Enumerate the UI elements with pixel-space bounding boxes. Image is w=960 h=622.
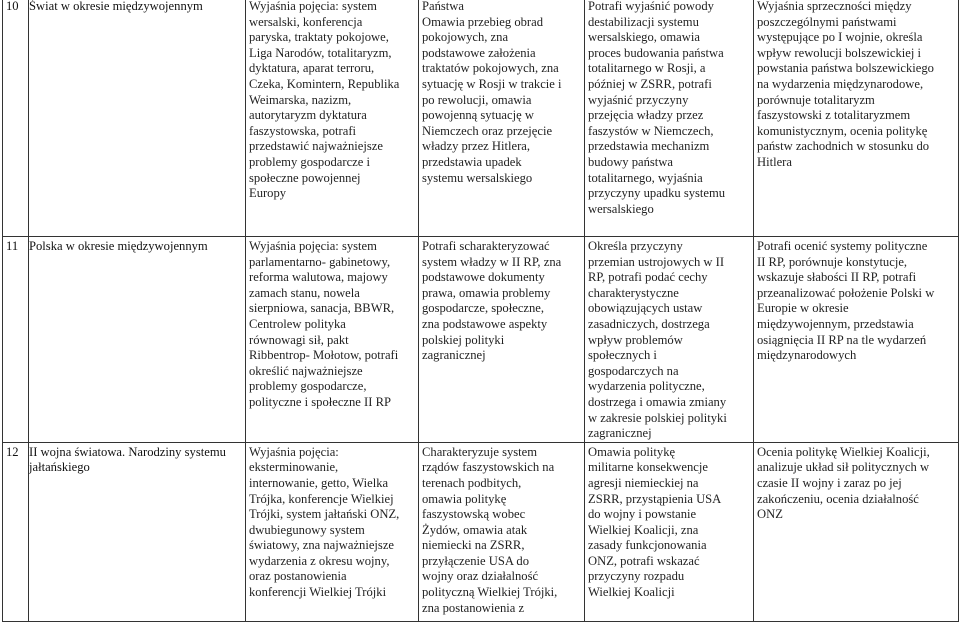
cell-text-line: społeczne powojennej (249, 170, 361, 185)
cell-text-line: faszystowską wobec (422, 507, 526, 522)
cell-text-line: przyczyny upadku systemu (588, 186, 726, 201)
cell-text-line: ONZ (757, 507, 783, 522)
cell-text-line: RP, potrafi podać cechy (588, 270, 708, 285)
cell-text-line: przyczyny rozpadu (588, 569, 685, 584)
cell-text-line: oraz postanowienia (249, 569, 347, 584)
cell-text-line: system władzy w II RP, zna (422, 254, 562, 269)
requirements-excellent-cell (754, 0, 959, 237)
cell-text-line: poszczególnymi państwami (757, 14, 897, 29)
cell-text-line: wydarzenia polityczne, (588, 379, 705, 394)
cell-text-line: Hitlera (757, 154, 792, 169)
cell-text-line: dyktatura, aparat terroru, (249, 61, 375, 76)
cell-text-line: Czeka, Komintern, Republika (249, 76, 400, 91)
topic-cell: II wojna światowa. Narodziny systemu jałtańskiego (29, 442, 246, 621)
table-row (3, 237, 959, 443)
cell-text-line: wersalskiego (588, 201, 654, 216)
cell-text-line: wpływ problemów (588, 332, 683, 347)
cell-text-line: faszystowska, potrafi (249, 123, 357, 138)
cell-text-line: czasie II wojny i zaraz po jej (757, 475, 902, 490)
cell-text-line: terenach podbitych, (422, 475, 522, 490)
cell-text-line: Ocenia politykę Wielkiej Koalicji, (757, 444, 930, 459)
requirements-advanced-cell (585, 237, 754, 443)
cell-text-line: międzynarodowych (757, 348, 857, 363)
cell-text-line: prawa, omawia problemy (422, 285, 551, 300)
cell-text-line: autorytaryzm dyktatura (249, 108, 367, 123)
cell-text-line: wersalski, konferencja (249, 14, 363, 29)
cell-text-line: Omawia politykę (588, 444, 676, 459)
cell-text-line: Określa przyczyny (588, 239, 683, 253)
cell-text-line: Centrolew polityka (249, 316, 346, 331)
cell-text-line: sytuację w Rosji w trakcie i (422, 76, 562, 91)
cell-text-line: totalitarnego w Rosji, a (588, 61, 706, 76)
cell-text-line: równowagi sił, pakt (249, 332, 349, 347)
cell-text-line: destabilizacji systemu (588, 14, 699, 29)
cell-text-line: Europie w okresie (757, 301, 849, 316)
cell-text-line: problemy gospodarcze, (249, 379, 367, 394)
cell-text-line: Liga Narodów, totalitaryzm, (249, 45, 392, 60)
table-row (3, 442, 959, 621)
cell-text-line: zna podstawowe aspekty (422, 316, 548, 331)
cell-text-line: Potrafi ocenić systemy polityczne (757, 239, 928, 253)
cell-text-line: gospodarczych na (588, 363, 679, 378)
cell-text-line: Niemczech oraz przejęcie (422, 123, 553, 138)
cell-text-line: traktatów pokojowych, zna (422, 61, 559, 76)
cell-text-line: państw zachodnich w stosunku do (757, 139, 930, 154)
cell-text-line: Ribbentrop- Mołotow, potrafi (249, 348, 399, 363)
cell-text-line: przedstawić najważniejsze (249, 139, 383, 154)
requirements-basic-cell (246, 237, 419, 443)
cell-text-line: Trójka, konferencje Wielkiej (249, 491, 394, 506)
cell-text-line: Omawia przebieg obrad (422, 14, 543, 29)
cell-text-line: militarne konsekwencje (588, 460, 708, 475)
requirements-advanced-cell (585, 442, 754, 621)
cell-text-line: powojenną sytuację w (422, 108, 534, 123)
cell-text-line: występujące po I wojnie, określa (757, 30, 923, 45)
requirements-extended-cell (419, 0, 585, 237)
cell-text-line: dwubiegunowy system (249, 522, 365, 537)
cell-text-line: Europy (249, 186, 287, 201)
requirements-basic-cell (246, 442, 419, 621)
cell-text-line: Potrafi wyjaśnić powody (588, 0, 714, 13)
cell-text-line: totalitarnego, wyjaśnia (588, 170, 703, 185)
cell-text-line: podstawowe założenia (422, 45, 536, 60)
cell-text-line: Państwa (422, 0, 464, 13)
cell-text-line: komunistycznym, ocenia politykę (757, 123, 928, 138)
cell-text-line: niemiecki na ZSRR, (422, 538, 525, 553)
cell-text-line: wyjaśnić przyczyny (588, 92, 689, 107)
cell-text-line: Wielkiej Koalicji (588, 585, 675, 600)
cell-text-line: gospodarcze, społeczne, (422, 301, 545, 316)
cell-text-line: agresji niemieckiej na (588, 475, 699, 490)
cell-text-line: Wielkiej Koalicji, zna (588, 522, 699, 537)
cell-text-line: przyłączenie USA do (422, 553, 530, 568)
cell-text-line: zna postanowienia z (422, 600, 525, 615)
cell-text-line: Potrafi scharakteryzować (422, 239, 550, 253)
cell-text-line: zagranicznej (588, 426, 652, 441)
cell-text-line: światowy, zna najważniejsze (249, 538, 394, 553)
cell-text-line: eksterminowanie, (249, 460, 339, 475)
cell-text-line: zasadniczych, dostrzega (588, 316, 710, 331)
cell-text-line: zasady funkcjonowania (588, 538, 707, 553)
cell-text-line: Wyjaśnia pojęcia: (249, 444, 339, 459)
cell-text-line: później w ZSRR, potrafi (588, 76, 712, 91)
cell-text-line: problemy gospodarcze i (249, 154, 370, 169)
cell-text-line: do wojny i powstanie (588, 507, 697, 522)
cell-text-line: porównuje totalitaryzm (757, 92, 875, 107)
cell-text-line: przejęcia władzy przez (588, 108, 704, 123)
requirements-basic-cell (246, 0, 419, 237)
cell-text-line: władzy przez Hitlera, (422, 139, 531, 154)
cell-text-line: ONZ, potrafi wskazać (588, 553, 700, 568)
cell-text-line: Trójki, system jałtański ONZ, (249, 507, 400, 522)
cell-text-line: faszystowski z totalitaryzmem (757, 108, 911, 123)
cell-text-line: internowanie, getto, Wielka (249, 475, 389, 490)
cell-text-line: zagranicznej (422, 348, 486, 363)
cell-text-line: zamach stanu, nowela (249, 285, 360, 300)
cell-text-line: podstawowe dokumenty (422, 270, 545, 285)
cell-text-line: faszystów w Niemczech, (588, 123, 714, 138)
cell-text-line: zakończeniu, ocenia działalność (757, 491, 919, 506)
cell-text-line: proces budowania państwa (588, 45, 724, 60)
cell-text-line: charakterystyczne (588, 285, 679, 300)
cell-text-line: konferencji Wielkiej Trójki (249, 585, 387, 600)
requirements-excellent-cell (754, 237, 959, 443)
cell-text-line: II RP, porównuje konstytucje, (757, 254, 908, 269)
cell-text-line: wpływ rewolucji bolszewickiej i (757, 45, 922, 60)
cell-text-line: rządów faszystowskich na (422, 460, 555, 475)
cell-text-line: określić najważniejsze (249, 363, 363, 378)
cell-text-line: przemian ustrojowych w II (588, 254, 725, 269)
requirements-excellent-cell (754, 442, 959, 621)
cell-text-line: na wydarzenia międzynarodowe, (757, 76, 924, 91)
cell-text-line: Wyjaśnia pojęcia: system (249, 0, 377, 13)
cell-text-line: wojny oraz działalność (422, 569, 539, 584)
cell-text-line: sierpniowa, sanacja, BBWR, (249, 301, 395, 316)
topic-cell: Świat w okresie międzywojennym (29, 0, 246, 237)
cell-text-line: społecznych i (588, 348, 657, 363)
cell-text-line: Wyjaśnia pojęcia: system (249, 239, 377, 253)
cell-text-line: w zakresie polskiej polityki (588, 410, 727, 425)
cell-text-line: międzywojennym, przedstawia (757, 316, 914, 331)
cell-text-line: budowy państwa (588, 154, 673, 169)
row-number: 10 (3, 0, 29, 237)
cell-text-line: Charakteryzuje system (422, 444, 538, 459)
cell-text-line: dostrzega i omawia zmiany (588, 394, 727, 409)
cell-text-line: wydarzenia z okresu wojny, (249, 553, 390, 568)
cell-text-line: przeanalizować położenie Polski w (757, 285, 935, 300)
cell-text-line: obowiązujących ustaw (588, 301, 703, 316)
cell-text-line: wersalskiego, omawia (588, 30, 700, 45)
requirements-extended-cell (419, 442, 585, 621)
topic-cell: Polska w okresie międzywojennym (29, 237, 246, 443)
cell-text-line: powstania państwa bolszewickiego (757, 61, 934, 76)
cell-text-line: paryska, traktaty pokojowe, (249, 30, 389, 45)
cell-text-line: osiągnięcia II RP na tle wydarzeń (757, 332, 927, 347)
cell-text-line: ZSRR, przystąpienia USA (588, 491, 722, 506)
cell-text-line: omawia politykę (422, 491, 507, 506)
requirements-advanced-cell (585, 0, 754, 237)
cell-text-line: wskazuje słabości II RP, potrafi (757, 270, 917, 285)
row-number: 11 (3, 237, 29, 443)
row-number: 12 (3, 442, 29, 621)
cell-text-line: po rewolucji, omawia (422, 92, 532, 107)
cell-text-line: Wyjaśnia sprzeczności między (757, 0, 912, 13)
curriculum-table (2, 0, 959, 622)
cell-text-line: Weimarska, nazizm, (249, 92, 352, 107)
cell-text-line: reforma walutowa, majowy (249, 270, 388, 285)
cell-text-line: przedstawia mechanizm (588, 139, 710, 154)
cell-text-line: polityczną Wielkiej Trójki, (422, 585, 558, 600)
cell-text-line: systemu wersalskiego (422, 170, 533, 185)
cell-text-line: Żydów, omawia atak (422, 522, 528, 537)
cell-text-line: przedstawia upadek (422, 154, 522, 169)
cell-text-line: polskiej polityki (422, 332, 505, 347)
cell-text-line: polityczne i społeczne II RP (249, 394, 391, 409)
table-row (3, 0, 959, 237)
requirements-extended-cell (419, 237, 585, 443)
cell-text-line: pokojowych, zna (422, 30, 509, 45)
cell-text-line: analizuje układ sił politycznych w (757, 460, 930, 475)
cell-text-line: parlamentarno- gabinetowy, (249, 254, 391, 269)
